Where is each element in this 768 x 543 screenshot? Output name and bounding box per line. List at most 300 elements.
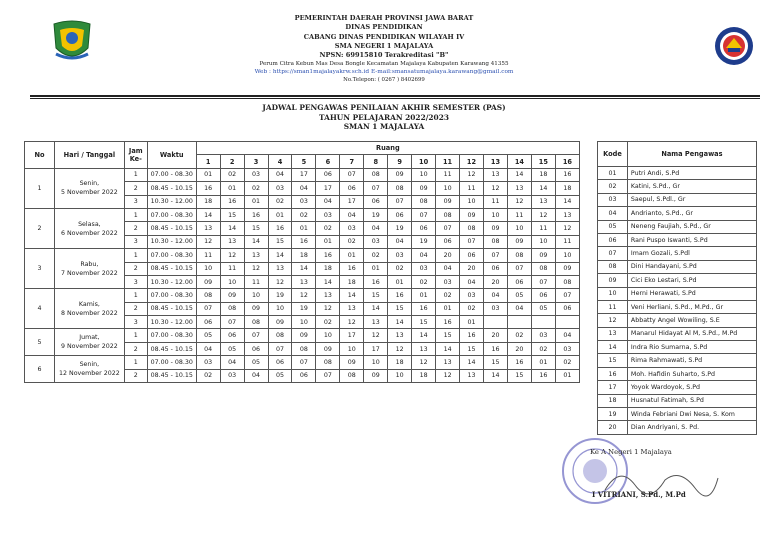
ruang-cell: 15 — [412, 316, 436, 329]
ruang-cell: 16 — [244, 208, 268, 221]
ruang-cell: 01 — [388, 275, 412, 288]
ruang-cell: 17 — [340, 195, 364, 208]
ruang-cell: 14 — [531, 182, 555, 195]
ruang-cell: 10 — [196, 262, 220, 275]
table-row — [25, 289, 580, 302]
nama-cell: Indra Rio Sumarna, S.Pd — [627, 341, 756, 354]
ruang-cell: 01 — [531, 356, 555, 369]
ruang-cell: 12 — [316, 302, 340, 315]
ruang-cell: 17 — [340, 329, 364, 342]
day-number: 1 — [25, 168, 55, 208]
ruang-cell: 06 — [292, 369, 316, 382]
ruang-cell: 17 — [316, 182, 340, 195]
ruang-cell: 14 — [292, 262, 316, 275]
ruang-cell: 12 — [268, 275, 292, 288]
ruang-cell: 09 — [196, 275, 220, 288]
list-item — [598, 354, 757, 367]
ruang-number: 12 — [460, 155, 484, 168]
ruang-cell: 04 — [388, 235, 412, 248]
letterhead-line-3: CABANG DINAS PENDIDIKAN WILAYAH IV — [303, 32, 465, 41]
ruang-cell: 20 — [484, 275, 508, 288]
ruang-cell: 13 — [364, 316, 388, 329]
ruang-cell: 09 — [531, 249, 555, 262]
waktu-cell: 08.45 - 10.15 — [147, 182, 196, 195]
ruang-cell: 13 — [555, 208, 579, 221]
ruang-number: 13 — [484, 155, 508, 168]
waktu-cell: 07.00 - 08.30 — [147, 356, 196, 369]
ruang-cell: 01 — [268, 208, 292, 221]
ruang-cell: 07 — [388, 195, 412, 208]
kode-cell: 17 — [598, 381, 628, 394]
ruang-cell: 12 — [388, 342, 412, 355]
kode-cell: 12 — [598, 314, 628, 327]
ruang-cell — [531, 316, 555, 329]
jam-cell: 3 — [124, 316, 147, 329]
ruang-cell: 06 — [340, 182, 364, 195]
day-number: 6 — [25, 356, 55, 383]
header-kode: Kode — [598, 142, 628, 167]
ruang-cell: 15 — [268, 235, 292, 248]
ruang-cell: 04 — [220, 356, 244, 369]
nama-cell: Andrianto, S.Pd., Gr — [627, 207, 756, 220]
ruang-cell: 10 — [292, 316, 316, 329]
waktu-cell: 10.30 - 12.00 — [147, 235, 196, 248]
ruang-cell: 13 — [316, 289, 340, 302]
ruang-cell: 12 — [412, 356, 436, 369]
list-item — [598, 233, 757, 246]
nama-cell: Neneng Faujiah, S.Pd., Gr — [627, 220, 756, 233]
ruang-cell: 17 — [364, 342, 388, 355]
ruang-cell: 12 — [340, 316, 364, 329]
nama-cell: Winda Febriani Dwi Nesa, S. Kom — [627, 408, 756, 421]
nama-cell: Veni Herliani, S.Pd., M.Pd., Gr — [627, 300, 756, 313]
ruang-number: 6 — [316, 155, 340, 168]
day-date — [54, 289, 124, 329]
ruang-cell: 01 — [436, 302, 460, 315]
ruang-cell — [555, 316, 579, 329]
ruang-cell: 04 — [484, 289, 508, 302]
ruang-cell: 18 — [555, 182, 579, 195]
day-tanggal: 12 November 2022 — [58, 370, 120, 378]
jam-cell: 3 — [124, 235, 147, 248]
waktu-cell: 08.45 - 10.15 — [147, 342, 196, 355]
day-number: 3 — [25, 249, 55, 289]
ruang-cell: 14 — [220, 222, 244, 235]
header-jam: Jam Ke- — [124, 142, 147, 169]
kode-cell: 02 — [598, 180, 628, 193]
ruang-cell: 07 — [531, 275, 555, 288]
ruang-cell: 11 — [220, 262, 244, 275]
ruang-cell: 13 — [507, 182, 531, 195]
ruang-cell: 08 — [436, 208, 460, 221]
ruang-cell: 17 — [292, 168, 316, 181]
ruang-cell: 01 — [196, 168, 220, 181]
ruang-cell: 03 — [196, 356, 220, 369]
ruang-cell: 04 — [555, 329, 579, 342]
ruang-cell: 15 — [388, 302, 412, 315]
ruang-cell: 16 — [436, 316, 460, 329]
header-waktu: Waktu — [147, 142, 196, 169]
ruang-cell: 09 — [292, 329, 316, 342]
ruang-cell: 07 — [316, 369, 340, 382]
waktu-cell: 10.30 - 12.00 — [147, 316, 196, 329]
ruang-cell: 19 — [412, 235, 436, 248]
letterhead-line-1: PEMERINTAH DAERAH PROVINSI JAWA BARAT — [294, 14, 474, 22]
kode-cell: 01 — [598, 167, 628, 180]
waktu-cell: 07.00 - 08.30 — [147, 168, 196, 181]
ruang-cell: 15 — [507, 369, 531, 382]
nama-cell: Imam Gozali, S.Pdl — [627, 247, 756, 260]
ruang-cell: 04 — [507, 302, 531, 315]
kode-cell: 10 — [598, 287, 628, 300]
ruang-cell: 11 — [531, 222, 555, 235]
ruang-cell: 14 — [244, 235, 268, 248]
nama-cell: Rani Puspo Iswanti, S.Pd — [627, 233, 756, 246]
ruang-cell: 07 — [436, 222, 460, 235]
list-item — [598, 180, 757, 193]
ruang-cell: 01 — [412, 289, 436, 302]
list-item — [598, 167, 757, 180]
jam-cell: 3 — [124, 275, 147, 288]
ruang-cell: 15 — [244, 222, 268, 235]
waktu-cell: 07.00 - 08.30 — [147, 208, 196, 221]
ruang-cell: 16 — [484, 342, 508, 355]
ruang-cell: 02 — [555, 356, 579, 369]
ruang-cell: 01 — [460, 316, 484, 329]
ruang-cell: 06 — [364, 195, 388, 208]
ruang-cell: 15 — [460, 342, 484, 355]
ruang-cell: 08 — [196, 289, 220, 302]
ruang-cell: 06 — [268, 356, 292, 369]
ruang-cell: 01 — [364, 262, 388, 275]
nama-cell: Herni Herawati, S.Pd — [627, 287, 756, 300]
header-ruang: Ruang — [196, 142, 579, 155]
ruang-cell: 06 — [388, 208, 412, 221]
list-item — [598, 421, 757, 434]
nama-cell: Dini Handayani, S.Pd — [627, 260, 756, 273]
ruang-cell: 10 — [507, 222, 531, 235]
list-item — [598, 300, 757, 313]
ruang-cell: 16 — [340, 262, 364, 275]
ruang-cell: 11 — [484, 195, 508, 208]
ruang-cell: 12 — [196, 235, 220, 248]
ruang-cell: 13 — [436, 356, 460, 369]
ruang-cell: 13 — [196, 222, 220, 235]
ruang-cell: 13 — [340, 302, 364, 315]
ruang-cell: 10 — [244, 289, 268, 302]
ruang-cell: 20 — [460, 262, 484, 275]
ruang-cell: 11 — [460, 182, 484, 195]
letterhead-line-5: NPSN: 69915810 Terakreditasi "B" — [319, 51, 449, 60]
header-hari: Hari / Tanggal — [54, 142, 124, 169]
kode-cell: 16 — [598, 367, 628, 380]
waktu-cell: 08.45 - 10.15 — [147, 302, 196, 315]
ruang-number: 16 — [555, 155, 579, 168]
ruang-cell: 09 — [340, 356, 364, 369]
ruang-cell: 09 — [268, 316, 292, 329]
ruang-cell: 18 — [340, 275, 364, 288]
ruang-cell: 16 — [316, 249, 340, 262]
jam-cell: 2 — [124, 182, 147, 195]
ruang-cell: 03 — [388, 249, 412, 262]
title-line-1: JADWAL PENGAWAS PENILAIAN AKHIR SEMESTER (PAS) — [262, 103, 506, 112]
ruang-cell: 09 — [555, 262, 579, 275]
ruang-cell: 04 — [364, 222, 388, 235]
ruang-cell: 02 — [244, 182, 268, 195]
ruang-cell: 08 — [531, 262, 555, 275]
table-row — [25, 208, 580, 221]
list-item — [598, 287, 757, 300]
ruang-cell: 20 — [507, 342, 531, 355]
ruang-cell: 03 — [292, 195, 316, 208]
ruang-cell: 11 — [507, 208, 531, 221]
ruang-cell: 03 — [460, 289, 484, 302]
ruang-cell: 07 — [220, 316, 244, 329]
ruang-number: 7 — [340, 155, 364, 168]
ruang-cell: 11 — [555, 235, 579, 248]
ruang-cell: 18 — [412, 369, 436, 382]
ruang-cell: 02 — [340, 235, 364, 248]
ruang-cell: 05 — [220, 342, 244, 355]
ruang-cell: 01 — [292, 222, 316, 235]
ruang-cell: 08 — [412, 195, 436, 208]
ruang-cell: 05 — [196, 329, 220, 342]
ruang-cell: 16 — [388, 289, 412, 302]
ruang-cell: 08 — [364, 168, 388, 181]
ruang-cell: 19 — [364, 208, 388, 221]
ruang-cell: 03 — [484, 302, 508, 315]
title-line-3: SMAN 1 MAJALAYA — [343, 122, 425, 132]
ruang-cell: 02 — [220, 168, 244, 181]
ruang-cell: 16 — [412, 302, 436, 315]
list-item — [598, 408, 757, 421]
ruang-cell: 14 — [460, 356, 484, 369]
ruang-cell: 14 — [555, 195, 579, 208]
ruang-cell: 09 — [220, 289, 244, 302]
ruang-cell: 13 — [412, 342, 436, 355]
ruang-cell: 13 — [244, 249, 268, 262]
ruang-cell: 09 — [316, 342, 340, 355]
list-item — [598, 314, 757, 327]
ruang-cell: 08 — [292, 342, 316, 355]
ruang-cell: 02 — [292, 208, 316, 221]
kode-cell: 13 — [598, 327, 628, 340]
ruang-cell: 06 — [484, 262, 508, 275]
ruang-cell: 13 — [268, 262, 292, 275]
day-tanggal: 7 November 2022 — [60, 269, 118, 277]
list-item — [598, 274, 757, 287]
day-date — [54, 208, 124, 248]
letterhead-line-2: DINAS PENDIDIKAN — [345, 23, 423, 32]
letterhead-rule — [30, 95, 760, 97]
ruang-cell: 04 — [244, 369, 268, 382]
ruang-cell: 10 — [436, 182, 460, 195]
ruang-cell: 13 — [388, 329, 412, 342]
ruang-number: 11 — [436, 155, 460, 168]
ruang-cell: 14 — [484, 369, 508, 382]
day-tanggal: 8 November 2022 — [60, 309, 118, 317]
list-item — [598, 193, 757, 206]
ruang-cell: 06 — [555, 302, 579, 315]
day-name: Senin, — [79, 180, 100, 188]
day-name: Selasa, — [78, 220, 101, 228]
ruang-cell: 10 — [316, 329, 340, 342]
ruang-cell: 08 — [388, 182, 412, 195]
ruang-cell: 20 — [484, 329, 508, 342]
ruang-cell: 03 — [244, 168, 268, 181]
kode-cell: 11 — [598, 300, 628, 313]
ruang-cell: 04 — [268, 168, 292, 181]
ruang-cell: 07 — [340, 168, 364, 181]
day-tanggal: 5 November 2022 — [60, 189, 118, 197]
ruang-cell: 03 — [364, 235, 388, 248]
ruang-cell: 16 — [196, 182, 220, 195]
ruang-cell: 01 — [244, 195, 268, 208]
ruang-cell: 03 — [412, 262, 436, 275]
day-tanggal: 9 November 2022 — [60, 343, 118, 351]
ruang-cell: 09 — [364, 369, 388, 382]
kode-cell: 07 — [598, 247, 628, 260]
ruang-cell: 06 — [412, 222, 436, 235]
ruang-cell: 03 — [555, 342, 579, 355]
ruang-cell: 01 — [316, 235, 340, 248]
ruang-cell: 10 — [340, 342, 364, 355]
ruang-number: 9 — [388, 155, 412, 168]
ruang-cell: 19 — [292, 302, 316, 315]
ruang-cell: 08 — [507, 249, 531, 262]
waktu-cell: 08.45 - 10.15 — [147, 369, 196, 382]
ruang-cell: 09 — [412, 182, 436, 195]
ruang-cell: 12 — [531, 208, 555, 221]
ruang-cell: 13 — [484, 168, 508, 181]
ruang-cell: 18 — [388, 356, 412, 369]
header-no: No — [25, 142, 55, 169]
waktu-cell: 10.30 - 12.00 — [147, 275, 196, 288]
ruang-cell: 03 — [436, 275, 460, 288]
jam-cell: 1 — [124, 289, 147, 302]
ruang-cell: 06 — [244, 342, 268, 355]
ruang-cell: 16 — [460, 329, 484, 342]
day-date — [54, 356, 124, 383]
jam-cell: 2 — [124, 262, 147, 275]
list-item — [598, 394, 757, 407]
day-date — [54, 329, 124, 356]
nama-cell: Rima Rahmawati, S.Pd — [627, 354, 756, 367]
ruang-number: 10 — [412, 155, 436, 168]
ruang-cell: 08 — [460, 222, 484, 235]
nama-cell: Saepul, S.Pdl., Gr — [627, 193, 756, 206]
nama-cell: Katini, S.Pd., Gr — [627, 180, 756, 193]
day-date — [54, 168, 124, 208]
ruang-cell: 07 — [244, 329, 268, 342]
day-name: Rabu, — [80, 260, 99, 268]
list-item — [598, 247, 757, 260]
signature-name: I VITRIANI, S.Pd., M.Pd — [592, 490, 686, 499]
list-item — [598, 367, 757, 380]
ruang-number: 2 — [220, 155, 244, 168]
ruang-cell: 16 — [364, 275, 388, 288]
signature-title: Ke A Negeri 1 Majalaya — [590, 448, 672, 456]
ruang-cell: 05 — [507, 289, 531, 302]
ruang-cell: 14 — [388, 316, 412, 329]
jam-cell: 1 — [124, 208, 147, 221]
letterhead-web-link[interactable]: Web : https://sman1majalayakrw.sch.id E-mail:smansatumajalaya.karawang@gmail.com — [254, 69, 514, 76]
kode-cell: 20 — [598, 421, 628, 434]
ruang-cell: 16 — [268, 222, 292, 235]
day-name: Jumat, — [79, 334, 100, 342]
nama-cell: Putri Andi, S.Pd — [627, 167, 756, 180]
ruang-cell: 02 — [507, 329, 531, 342]
ruang-number: 5 — [292, 155, 316, 168]
ruang-cell: 16 — [292, 235, 316, 248]
waktu-cell: 07.00 - 08.30 — [147, 249, 196, 262]
ruang-cell: 10 — [388, 369, 412, 382]
ruang-cell: 07 — [196, 302, 220, 315]
day-number: 5 — [25, 329, 55, 356]
kode-cell: 03 — [598, 193, 628, 206]
ruang-cell: 11 — [244, 275, 268, 288]
ruang-cell: 02 — [316, 316, 340, 329]
ruang-cell: 07 — [364, 182, 388, 195]
ruang-number: 15 — [531, 155, 555, 168]
ruang-cell: 08 — [244, 316, 268, 329]
ruang-cell: 04 — [436, 262, 460, 275]
ruang-cell: 10 — [484, 208, 508, 221]
document-title — [0, 103, 768, 132]
ruang-cell: 02 — [196, 369, 220, 382]
table-row — [25, 356, 580, 369]
ruang-cell: 09 — [460, 208, 484, 221]
ruang-cell: 07 — [412, 208, 436, 221]
ruang-cell: 09 — [507, 235, 531, 248]
ruang-cell: 07 — [507, 262, 531, 275]
kode-cell: 08 — [598, 260, 628, 273]
list-item — [598, 207, 757, 220]
kode-cell: 04 — [598, 207, 628, 220]
letterhead-phone: No.Telepon: ( 0267 ) 8402699 — [343, 77, 425, 84]
kode-cell: 19 — [598, 408, 628, 421]
day-number: 2 — [25, 208, 55, 248]
table-row — [25, 329, 580, 342]
ruang-cell: 14 — [412, 329, 436, 342]
ruang-cell: 16 — [507, 356, 531, 369]
ruang-cell: 06 — [460, 249, 484, 262]
title-line-2: TAHUN PELAJARAN 2022/2023 — [319, 112, 449, 122]
jam-cell: 1 — [124, 356, 147, 369]
ruang-cell: 10 — [364, 356, 388, 369]
waktu-cell: 08.45 - 10.15 — [147, 222, 196, 235]
ruang-cell: 14 — [316, 275, 340, 288]
ruang-cell: 07 — [268, 342, 292, 355]
ruang-cell: 12 — [220, 249, 244, 262]
ruang-cell: 12 — [460, 168, 484, 181]
ruang-cell: 07 — [292, 356, 316, 369]
ruang-cell: 02 — [316, 222, 340, 235]
ruang-cell: 06 — [507, 275, 531, 288]
schedule-table — [24, 141, 580, 383]
ruang-cell: 02 — [412, 275, 436, 288]
waktu-cell: 08.45 - 10.15 — [147, 262, 196, 275]
ruang-cell: 08 — [220, 302, 244, 315]
ruang-cell: 07 — [460, 235, 484, 248]
ruang-cell: 14 — [507, 168, 531, 181]
ruang-cell: 03 — [220, 369, 244, 382]
ruang-cell: 18 — [196, 195, 220, 208]
ruang-cell: 15 — [364, 289, 388, 302]
ruang-cell: 20 — [436, 249, 460, 262]
ruang-cell: 16 — [531, 369, 555, 382]
ruang-cell: 11 — [196, 249, 220, 262]
